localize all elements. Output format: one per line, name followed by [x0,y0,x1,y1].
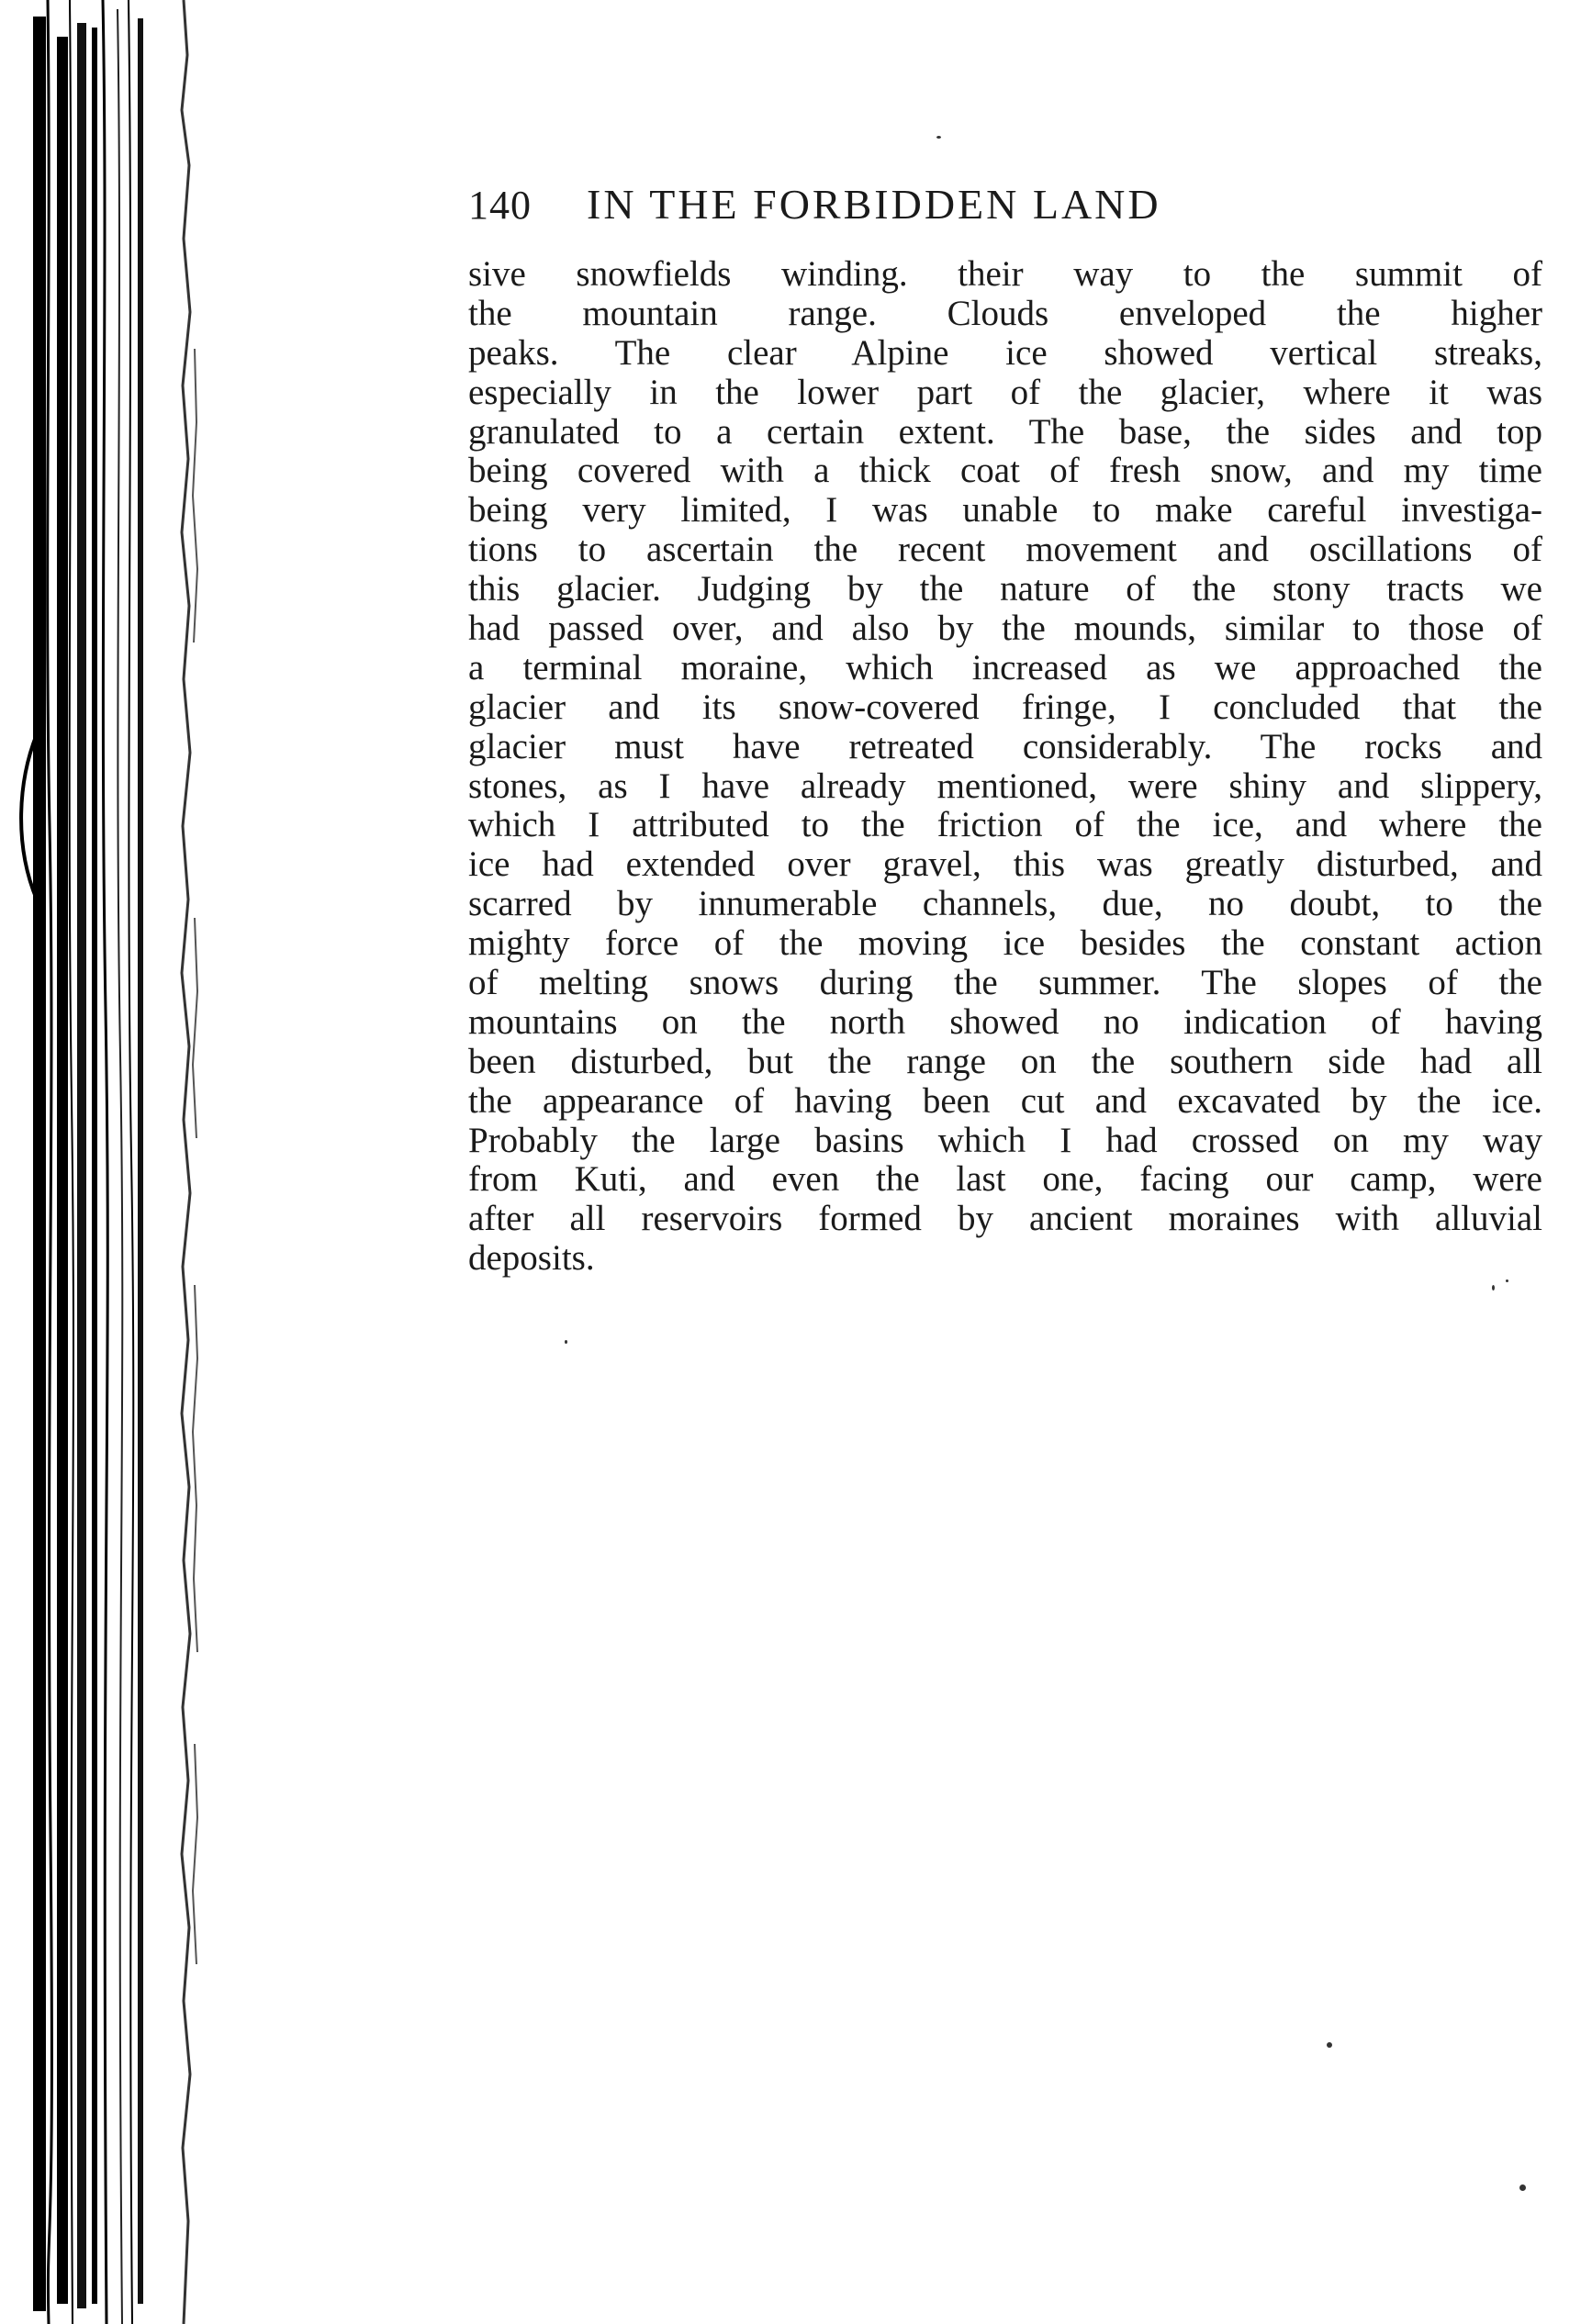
text-line: sive snowfields winding. their way to the summit of [468,254,1542,294]
text-line: this glacier. Judging by the nature of the stony tracts we [468,569,1542,609]
text-line: especially in the lower part of the glacier, where it was [468,372,1542,412]
text-line: mountains on the north showed no indication of having [468,1001,1542,1042]
text-line: being covered with a thick coat of fresh snow, and my time [468,451,1542,491]
text-line: granulated to a certain extent. The base, the sides and top [468,411,1542,452]
text-line: of melting snows during the summer. The slopes of the [468,963,1542,1003]
page-number: 140 [468,183,532,228]
text-line: ice had extended over gravel, this was greatly disturbed, and [468,844,1542,885]
running-head [468,180,1542,235]
binding-edge-graphic [0,0,211,2324]
scan-speck [1327,2042,1332,2048]
text-line: scarred by innumerable channels, due, no doubt, to the [468,884,1542,924]
scan-speck [1492,1285,1495,1290]
book-binding-edge [0,0,211,2324]
text-line: glacier and its snow-covered fringe, I concluded that the [468,687,1542,727]
text-line: after all reservoirs formed by ancient moraines with alluvial [468,1199,1542,1239]
text-line: stones, as I have already mentioned, were shiny and slippery, [468,765,1542,806]
scan-speck [1519,2184,1526,2191]
running-head-title: IN THE FORBIDDEN LAND [587,181,1161,228]
text-line: from Kuti, and even the last one, facing our camp, were [468,1159,1542,1200]
text-line: mighty force of the moving ice besides the constant action [468,923,1542,964]
scan-speck [565,1340,567,1344]
text-line: had passed over, and also by the mounds, similar to those of [468,609,1542,649]
text-line: tions to ascertain the recent movement and oscillations of [468,530,1542,570]
text-line: glacier must have retreated considerably. The rocks and [468,726,1542,766]
text-line: being very limited, I was unable to make careful investiga- [468,490,1542,531]
text-line: Probably the large basins which I had crossed on my way [468,1120,1542,1160]
text-line: been disturbed, but the range on the southern side had all [468,1041,1542,1081]
scan-speck [1506,1279,1508,1282]
text-line: a terminal moraine, which increased as we approached the [468,647,1542,687]
body-paragraph [468,255,1542,1279]
text-line: the mountain range. Clouds enveloped the higher [468,293,1542,333]
text-line-last: deposits. [468,1238,595,1279]
text-line: peaks. The clear Alpine ice showed vertical streaks, [468,332,1542,373]
scan-speck [936,136,941,139]
text-line: which I attributed to the friction of the ice, and where the [468,805,1542,845]
text-line: the appearance of having been cut and excavated by the ice. [468,1080,1542,1121]
